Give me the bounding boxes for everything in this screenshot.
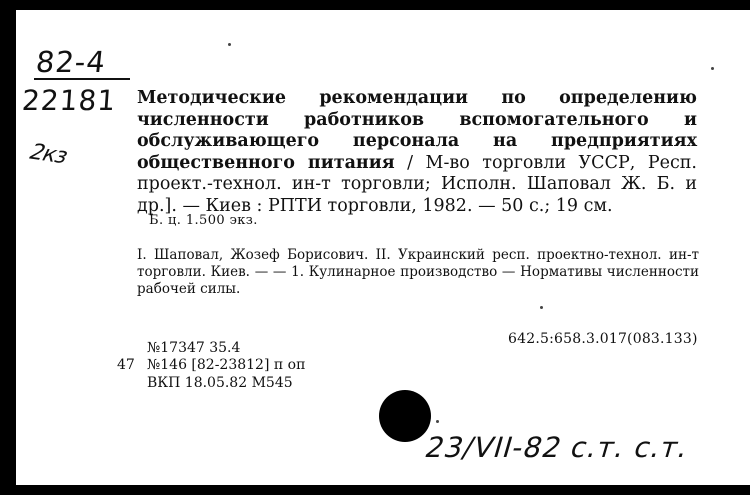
paper-speck	[540, 306, 543, 309]
accession-info	[117, 340, 305, 392]
accession-text: ВКП 18.05.82 М545	[147, 374, 293, 391]
paper-speck	[436, 420, 439, 423]
accession-line	[117, 357, 305, 374]
call-number-top: 82-4	[34, 45, 108, 79]
accession-line	[117, 375, 305, 392]
call-number-bottom: 22181	[20, 84, 118, 117]
paper-speck	[711, 67, 714, 70]
record-details: / М-во торговли УССР, Респ. проект.-технол. ин-т торговли; Исполн. Шаповал Ж. Б. и др.]. — Киев : РПТИ торговли, 1982. — 50 с.; 19 см.	[137, 152, 697, 216]
handwritten-date-note: 23/VII-82 с.т. с.т.	[421, 431, 694, 464]
price-and-print-run: Б. ц. 1.500 экз.	[149, 213, 258, 228]
udc-classification: 642.5:658.3.017(083.133)	[508, 331, 698, 347]
card-punch-hole	[379, 390, 431, 442]
tracings: I. Шаповал, Жозеф Борисович. II. Украинский респ. проектно-технол. ин-т торговли. Киев. — — 1. Кулинарное производство — Нормативы численности рабочей силы.	[137, 247, 699, 298]
accession-prefix	[117, 340, 147, 357]
accession-prefix: 47	[117, 357, 135, 374]
accession-text: №146 [82-23812] п оп	[147, 357, 306, 374]
record-title: Методические рекомендации по определению численности работников вспомогательного и обслуживающего персонала на предприятиях общественного питания	[137, 88, 697, 173]
accession-prefix	[117, 375, 147, 392]
paper-speck	[228, 43, 231, 46]
accession-line	[117, 340, 305, 357]
bibliographic-record	[137, 88, 697, 218]
handwritten-margin-note: 2кз	[24, 140, 72, 169]
call-number-divider	[34, 78, 130, 80]
catalog-card	[16, 10, 750, 485]
accession-text: №17347 35.4	[147, 340, 241, 356]
